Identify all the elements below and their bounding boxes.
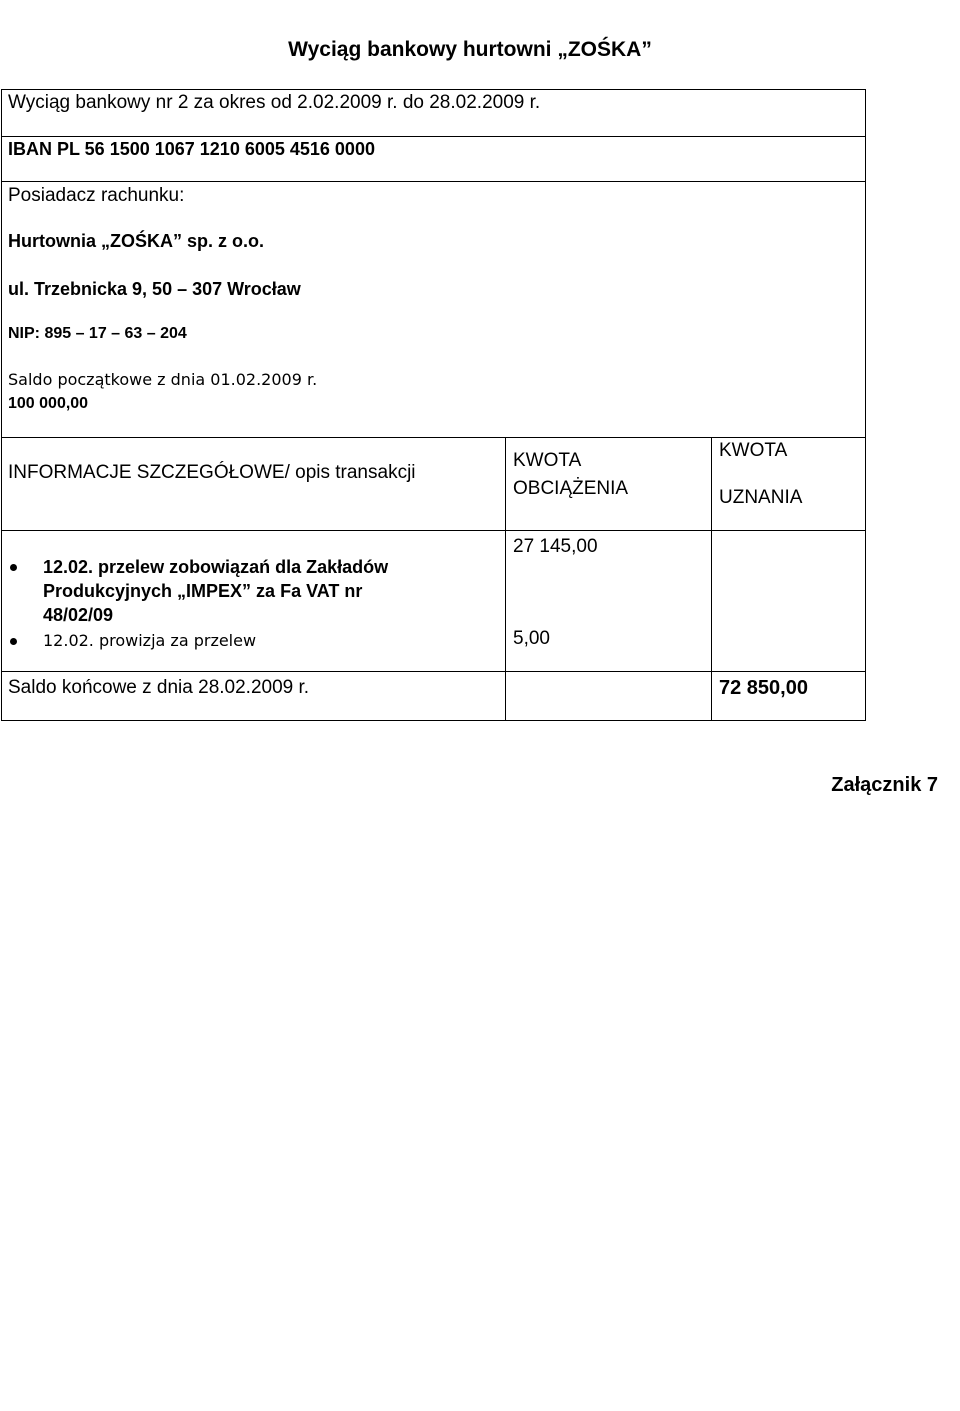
transaction-debit: 27 145,00 [513, 536, 598, 557]
column-divider [505, 437, 506, 721]
attachment-label: Załącznik 7 [831, 774, 938, 796]
divider [1, 671, 866, 672]
header-description: INFORMACJE SZCZEGÓŁOWE/ opis transakcji [8, 462, 416, 483]
divider [1, 136, 866, 137]
transaction-description: 48/02/09 [43, 605, 114, 625]
holder-name: Hurtownia „ZOŚKA” sp. z o.o. [8, 231, 264, 251]
header-credit-line1: KWOTA [719, 440, 788, 461]
divider [1, 181, 866, 182]
holder-label: Posiadacz rachunku: [8, 185, 185, 206]
transaction-debit: 5,00 [513, 628, 550, 649]
opening-balance-value: 100 000,00 [8, 395, 89, 412]
transaction-description: 12.02. przelew zobowiązań dla Zakładów [43, 557, 389, 577]
document-title: Wyciąg bankowy hurtowni „ZOŚKA” [288, 38, 652, 61]
header-debit-line2: OBCIĄŻENIA [513, 478, 629, 499]
bank-statement-table [1, 89, 866, 721]
iban: IBAN PL 56 1500 1067 1210 6005 4516 0000 [8, 139, 375, 159]
holder-address: ul. Trzebnicka 9, 50 – 307 Wrocław [8, 279, 301, 299]
closing-balance-label: Saldo końcowe z dnia 28.02.2009 r. [8, 677, 310, 698]
bullet-icon [10, 638, 17, 645]
divider [1, 437, 866, 438]
header-debit-line1: KWOTA [513, 450, 582, 471]
statement-period: Wyciąg bankowy nr 2 za okres od 2.02.2009 r. do 28.02.2009 r. [8, 92, 541, 113]
transaction-description: 12.02. prowizja za przelew [43, 631, 257, 650]
divider [1, 530, 866, 531]
opening-balance-label: Saldo początkowe z dnia 01.02.2009 r. [8, 370, 318, 389]
holder-nip: NIP: 895 – 17 – 63 – 204 [8, 325, 187, 342]
transaction-description: Produkcyjnych „IMPEX” za Fa VAT nr [43, 581, 363, 601]
closing-balance-value: 72 850,00 [719, 677, 808, 699]
bullet-icon [10, 564, 17, 571]
header-credit-line2: UZNANIA [719, 487, 803, 508]
column-divider [711, 437, 712, 721]
